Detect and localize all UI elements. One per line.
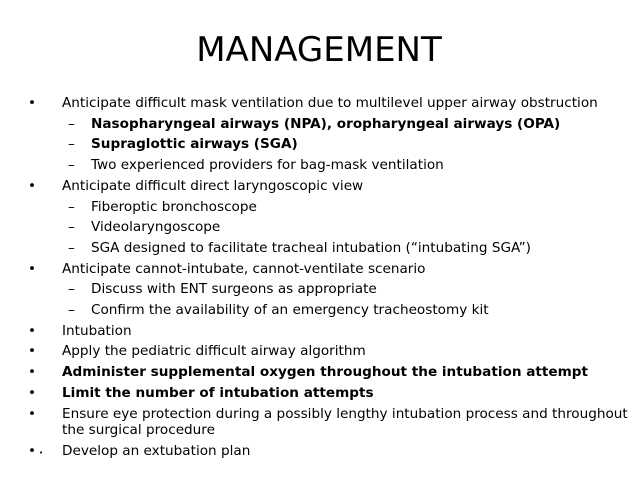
bullet-glyph: •	[28, 442, 37, 459]
bullet-item	[28, 441, 628, 462]
bullet-text: Intubation	[62, 322, 132, 339]
dash-glyph: –	[68, 157, 75, 174]
bullet-glyph: •	[28, 260, 37, 277]
bullet-item	[28, 176, 628, 259]
bullet-item	[28, 362, 628, 383]
bullet-item	[28, 93, 628, 176]
bullet-glyph: •	[28, 364, 37, 381]
bullet-text: Apply the pediatric difficult airway algorithm	[62, 343, 366, 360]
sub-bullet-text: Fiberoptic bronchoscope	[91, 198, 257, 215]
sub-bullet-text: Discuss with ENT surgeons as appropriate	[91, 281, 377, 298]
sub-bullet-item	[28, 217, 628, 238]
bullet-row	[28, 404, 628, 441]
bullet-glyph: •	[28, 322, 37, 339]
slide-title: MANAGEMENT	[196, 30, 442, 70]
bullet-item	[28, 259, 628, 321]
sub-bullet-text: SGA designed to facilitate tracheal intubation (“intubating SGA”)	[91, 239, 531, 256]
bullet-glyph: •	[28, 343, 37, 360]
bullet-item	[28, 383, 628, 404]
sub-bullet-item	[28, 279, 628, 300]
bullet-text: Ensure eye protection during a possibly lengthy intubation process and throughout the surgical procedure	[62, 405, 628, 439]
bullet-text: Anticipate difficult direct laryngoscopic view	[62, 177, 364, 194]
sub-bullet-text: Confirm the availability of an emergency tracheostomy kit	[91, 302, 489, 319]
bullet-glyph: •	[28, 95, 37, 111]
trailing-bullet: •	[39, 449, 44, 457]
bullet-text: Develop an extubation plan	[62, 442, 251, 459]
bullet-row	[28, 383, 628, 404]
dash-glyph: –	[68, 302, 75, 319]
bullet-row	[28, 93, 628, 114]
dash-glyph: –	[68, 136, 75, 153]
bullet-glyph: •	[28, 405, 37, 422]
bullet-glyph: •	[28, 177, 37, 194]
sub-bullet-item	[28, 114, 628, 135]
sub-bullet-item	[28, 300, 628, 321]
bullet-item	[28, 404, 628, 441]
dash-glyph: –	[68, 198, 75, 215]
bullet-list	[28, 93, 628, 461]
sub-bullet-text: Nasopharyngeal airways (NPA), oropharyngeal airways (OPA)	[91, 115, 561, 132]
bullet-text: Anticipate difficult mask ventilation due to multilevel upper airway obstruction	[62, 95, 598, 111]
bullet-text: Anticipate cannot-intubate, cannot-ventilate scenario	[62, 260, 426, 277]
sub-bullet-item	[28, 155, 628, 176]
bullet-row	[28, 341, 628, 362]
dash-glyph: –	[68, 281, 75, 298]
bullet-row	[28, 362, 628, 383]
sub-bullet-item	[28, 197, 628, 218]
sub-bullet-text: Supraglottic airways (SGA)	[91, 136, 298, 153]
bullet-glyph: •	[28, 384, 37, 401]
dash-glyph: –	[68, 239, 75, 256]
sub-bullet-item	[28, 134, 628, 155]
sub-bullet-item	[28, 238, 628, 259]
bullet-item	[28, 341, 628, 362]
sub-bullet-text: Two experienced providers for bag-mask ventilation	[91, 157, 444, 174]
bullet-row	[28, 321, 628, 342]
bullet-row	[28, 176, 628, 197]
bullet-text: Administer supplemental oxygen throughout the intubation attempt	[62, 364, 589, 381]
dash-glyph: –	[68, 115, 75, 132]
bullet-item	[28, 321, 628, 342]
bullet-row	[28, 441, 628, 462]
bullet-row	[28, 259, 628, 280]
sub-bullet-text: Videolaryngoscope	[91, 219, 221, 236]
bullet-text: Limit the number of intubation attempts	[62, 384, 374, 401]
dash-glyph: –	[68, 219, 75, 236]
